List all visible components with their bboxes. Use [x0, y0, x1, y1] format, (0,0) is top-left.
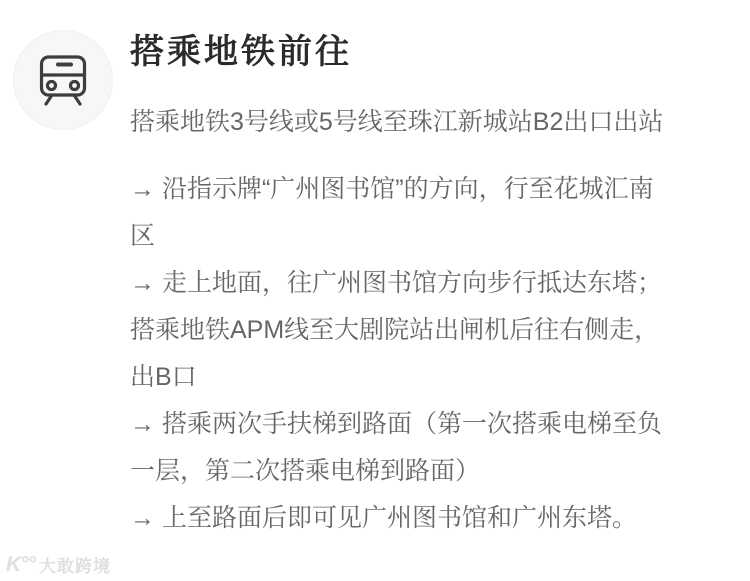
metro-train-icon	[33, 50, 93, 110]
card-content	[130, 30, 726, 542]
direction-line: 出B口	[130, 363, 197, 391]
direction-line: → 沿指示牌“广州图书馆”的方向，行至花城汇南	[130, 175, 654, 203]
direction-line: → 上至路面后即可见广州图书馆和广州东塔。	[130, 504, 637, 532]
watermark	[6, 552, 111, 577]
intro-text: 搭乘地铁3号线或5号线至珠江新城站B2出口出站	[130, 108, 664, 136]
direction-line: 一层，第二次搭乘电梯到路面）	[130, 457, 481, 485]
directions-text	[130, 166, 726, 542]
metro-icon-circle	[13, 30, 113, 130]
direction-line: 区	[130, 222, 156, 250]
direction-line: → 搭乘两次手扶梯到路面（第一次搭乘电梯至负	[130, 410, 662, 438]
direction-line: → 走上地面，往广州图书馆方向步行抵达东塔；	[130, 269, 662, 297]
watermark-logo-icon: K°°	[6, 552, 35, 576]
watermark-text: 大敢跨境	[38, 557, 111, 576]
section-title: 搭乘地铁前往	[130, 33, 352, 71]
direction-line: 搭乘地铁APM线至大剧院站出闸机后往右侧走，	[130, 316, 660, 344]
